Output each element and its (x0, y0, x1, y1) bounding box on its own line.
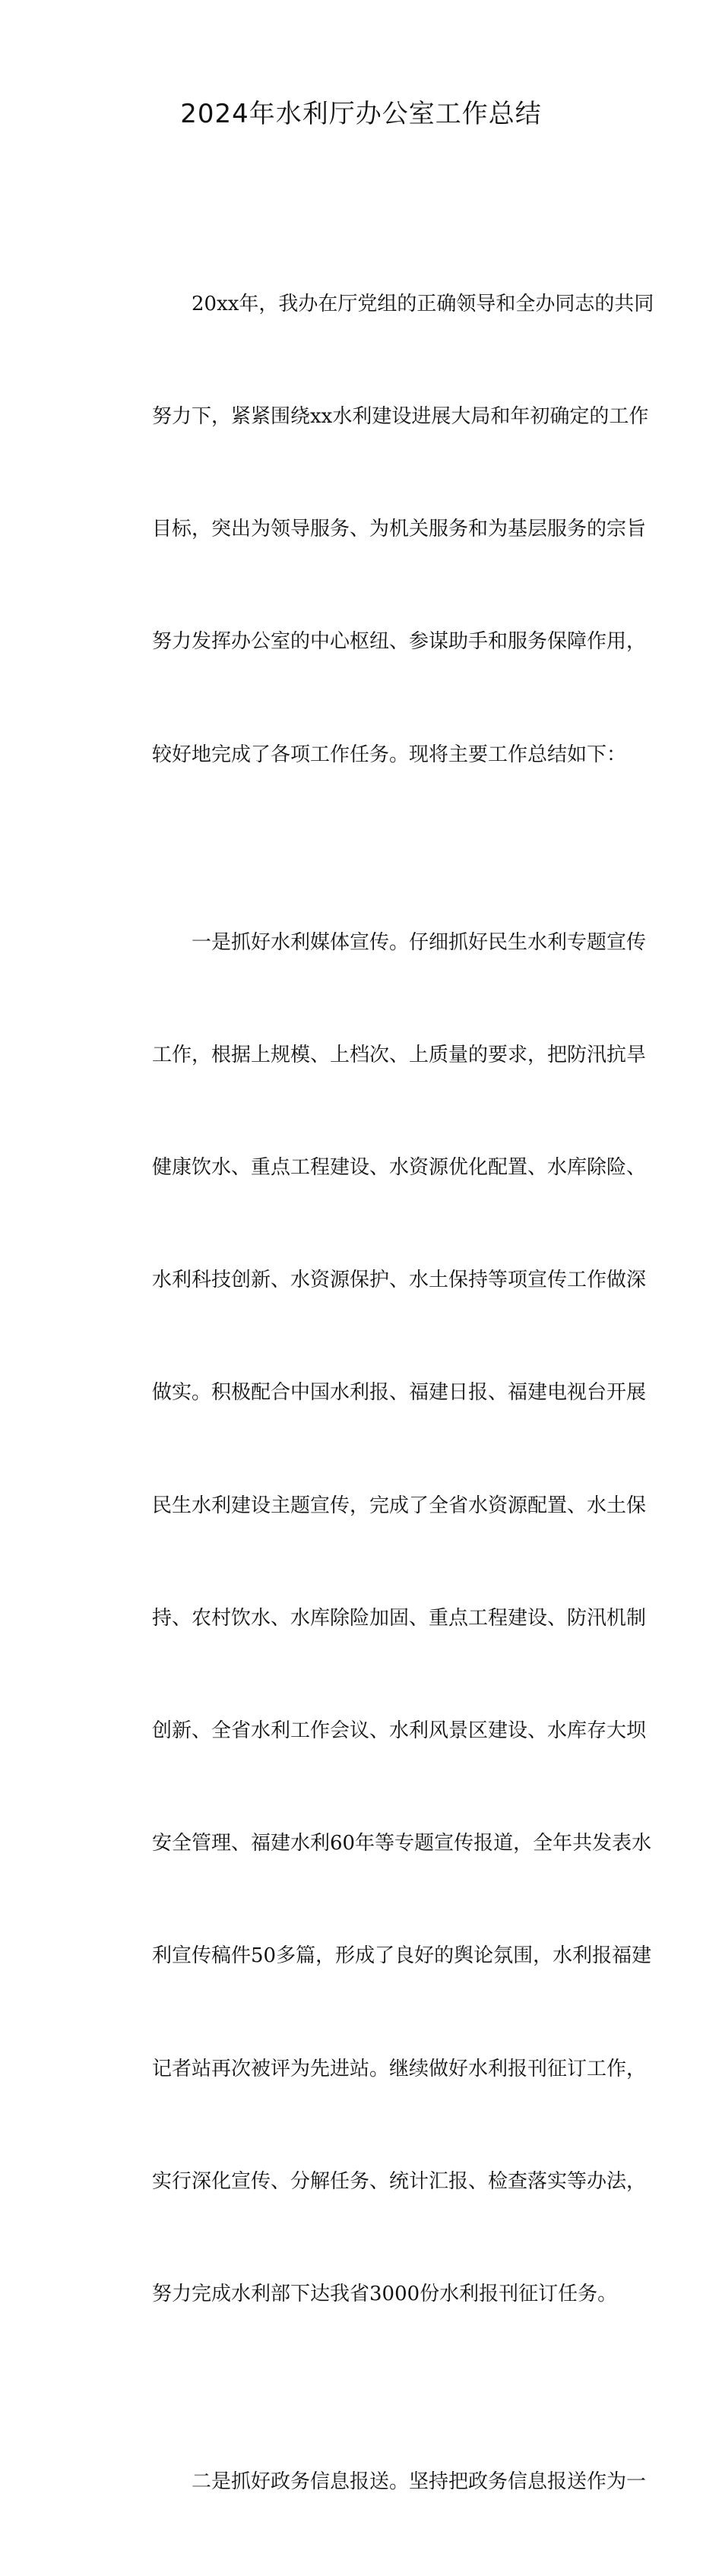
text-line: 记者站再次被评为先进站。继续做好水利报刊征订工作， (152, 2057, 647, 2080)
text-line: 努力发挥办公室的中心枢纽、参谋助手和服务保障作用， (152, 630, 647, 654)
text-line: 健康饮水、重点工程建设、水资源优化配置、水库除险、 (152, 1156, 647, 1180)
text-line: 工作，根据上规模、上档次、上质量的要求，把防汛抗旱 (152, 1043, 647, 1066)
text-line: 利宣传稿件50多篇，形成了良好的舆论氛围，水利报福建 (152, 1944, 652, 1968)
text-line: 二是抓好政务信息报送。坚持把政务信息报送作为一 (192, 2470, 647, 2494)
text-line: 努力下，紧紧围绕xx水利建设进展大局和年初确定的工作 (152, 405, 649, 429)
text-line: 较好地完成了各项工作任务。现将主要工作总结如下： (152, 743, 627, 766)
document-title: 2024年水利厅办公室工作总结 (180, 99, 542, 129)
text-line: 目标，突出为领导服务、为机关服务和为基层服务的宗旨 (152, 518, 647, 541)
text-line: 民生水利建设主题宣传，完成了全省水资源配置、水土保 (152, 1494, 647, 1517)
paragraph-media-publicity (112, 849, 652, 2388)
paragraph-intro (112, 211, 654, 849)
document-body (112, 211, 654, 2576)
text-line: 20xx年，我办在厅党组的正确领导和全办同志的共同 (192, 292, 654, 315)
text-line: 做实。积极配合中国水利报、福建日报、福建电视台开展 (152, 1381, 647, 1405)
paragraph-government-info (112, 2388, 647, 2576)
text-line: 水利科技创新、水资源保护、水土保持等项宣传工作做深 (152, 1269, 647, 1292)
text-line: 实行深化宣传、分解任务、统计汇报、检查落实等办法， (152, 2169, 647, 2193)
text-line: 持、农村饮水、水库除险加固、重点工程建设、防汛机制 (152, 1606, 647, 1630)
text-line: 努力完成水利部下达我省3000份水利报刊征订任务。 (152, 2283, 618, 2306)
text-line: 创新、全省水利工作会议、水利风景区建设、水库存大坝 (152, 1719, 647, 1743)
text-line: 安全管理、福建水利60年等专题宣传报道，全年共发表水 (152, 1832, 652, 1855)
text-line: 一是抓好水利媒体宣传。仔细抓好民生水利专题宣传 (192, 930, 647, 954)
